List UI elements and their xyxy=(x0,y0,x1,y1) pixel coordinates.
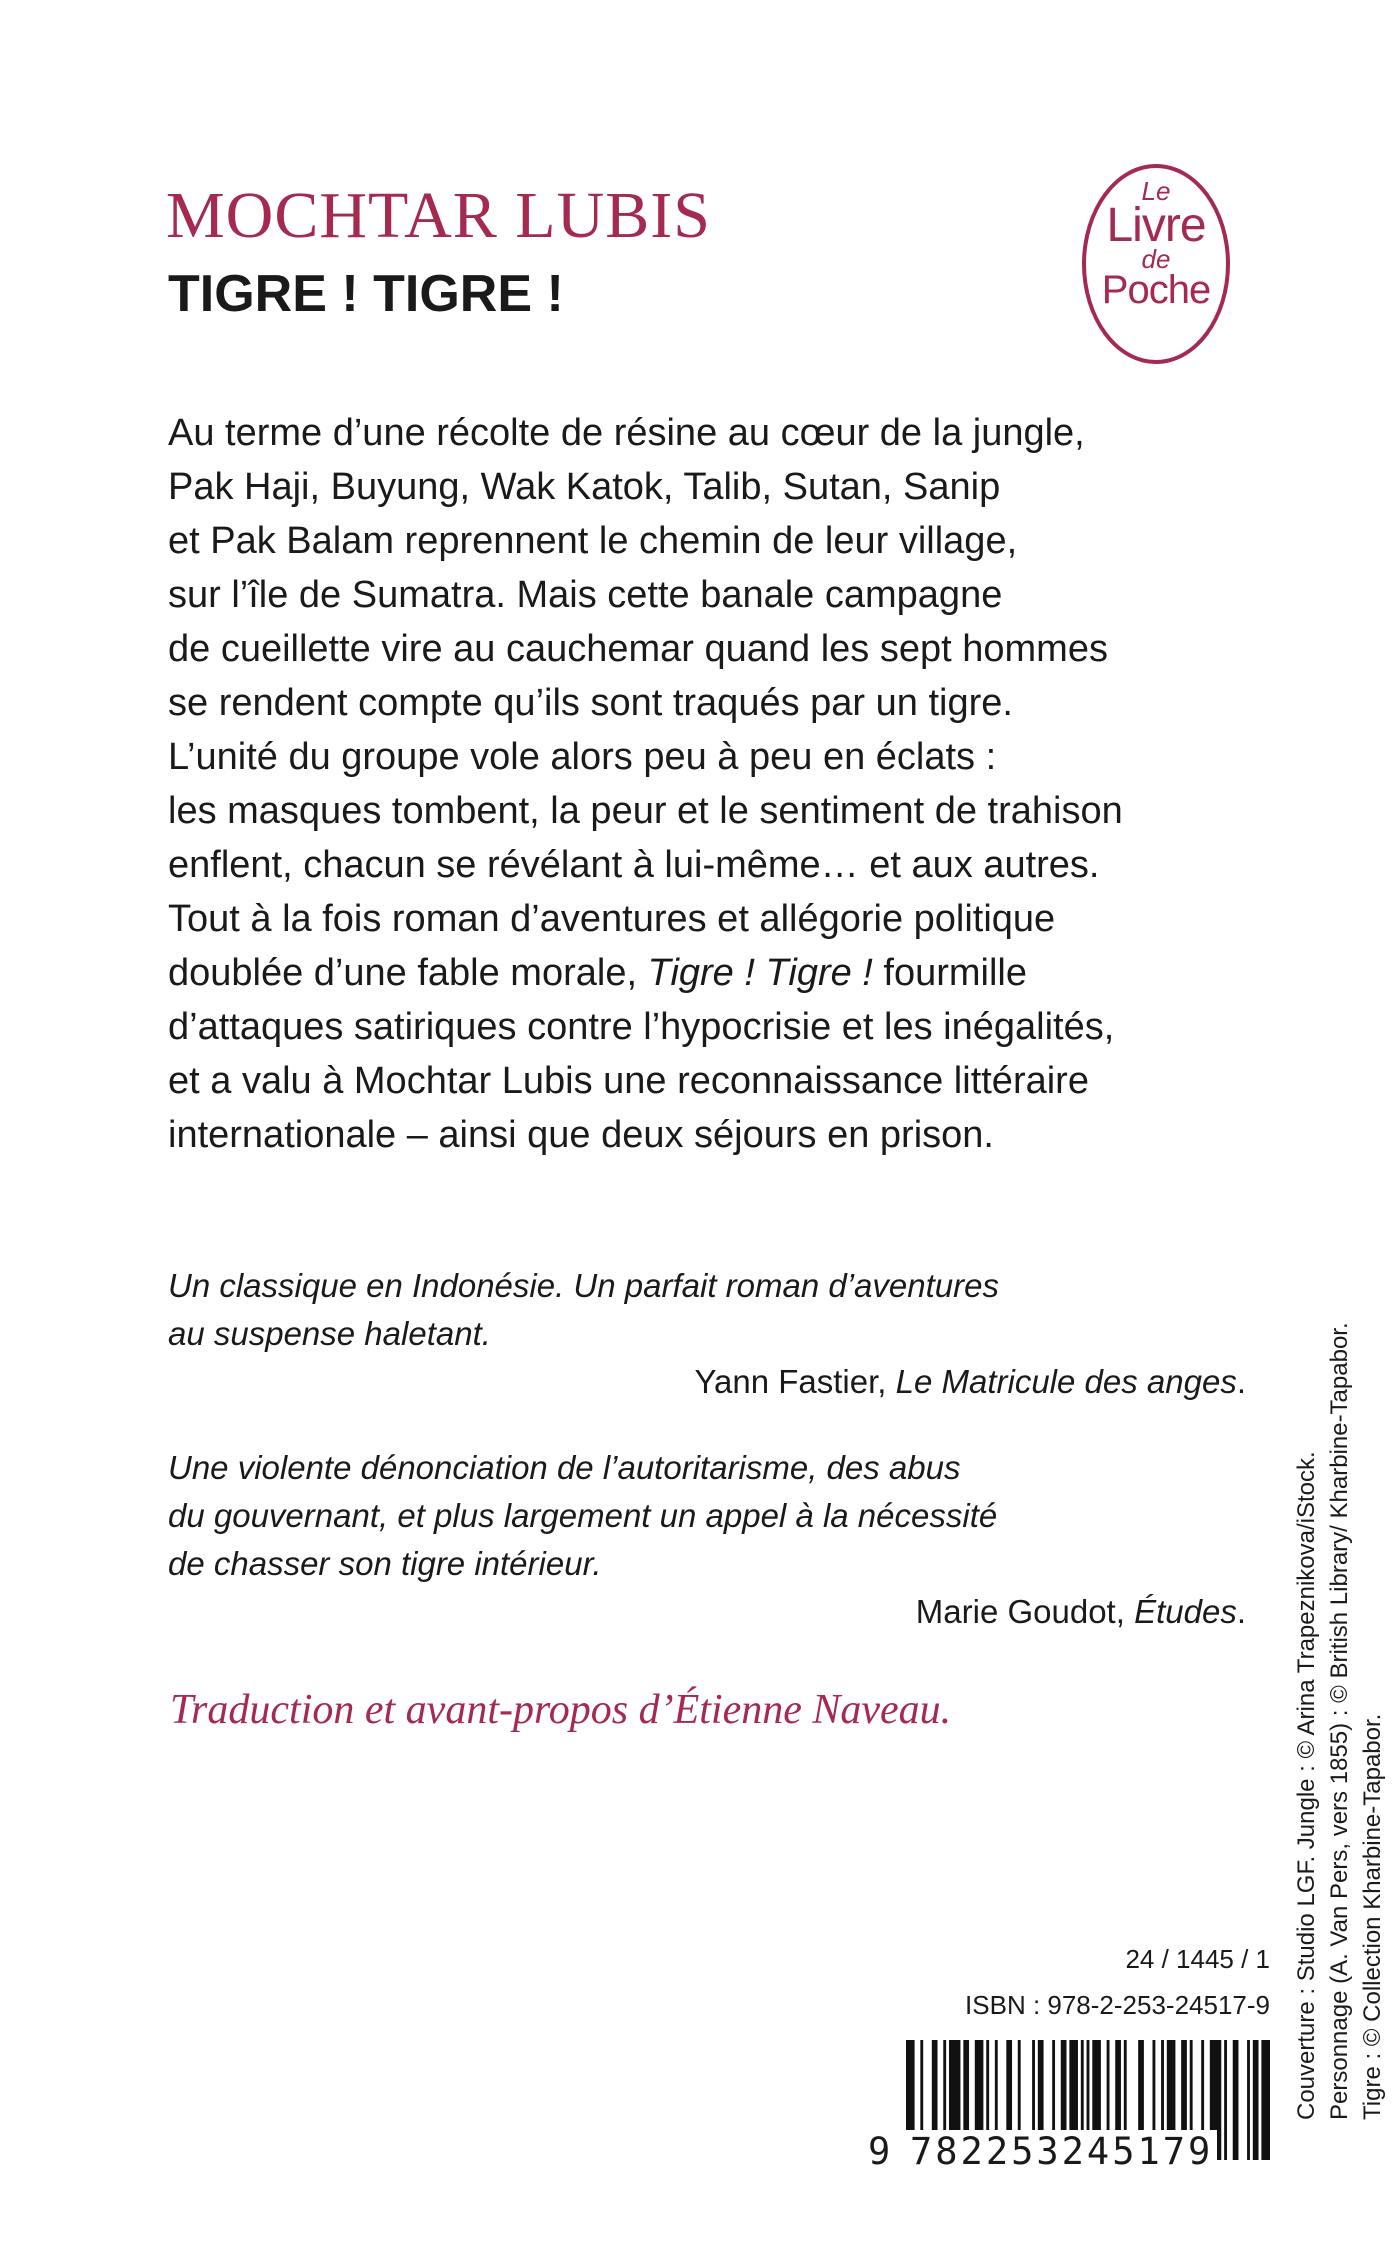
quote-attribution xyxy=(168,1588,1246,1636)
quote-end: . xyxy=(1236,1593,1246,1630)
summary-line: Tout à la fois roman d’aventures et allégorie politique xyxy=(168,898,1056,940)
summary-line xyxy=(168,946,1218,1000)
summary-line: et a valu à Mochtar Lubis une reconnaissance littéraire xyxy=(168,1060,1089,1102)
author-name: MOCHTAR LUBIS xyxy=(166,179,711,252)
quote-author: Yann Fastier, xyxy=(694,1363,896,1400)
logo-word-livre: Livre xyxy=(1106,199,1206,252)
translation-credit: Traduction et avant-propos d’Étienne Naveau. xyxy=(170,1687,952,1733)
summary-title-italic: Tigre ! Tigre ! xyxy=(647,952,873,994)
credit-line: Couverture : Studio LGF. Jungle : © Arina Trapeznikova/iStock. xyxy=(1293,1451,1320,2120)
summary-line: enflent, chacun se révélant à lui-même… et aux autres. xyxy=(168,844,1100,886)
logo-word-le: Le xyxy=(1141,176,1171,206)
summary-line: et Pak Balam reprennent le chemin de leur village, xyxy=(168,520,1018,562)
summary-line: L’unité du groupe vole alors peu à peu en éclats : xyxy=(168,736,997,778)
summary-line: se rendent compte qu’ils sont traqués par un tigre. xyxy=(168,682,1013,724)
quote-line: Une violente dénonciation de l’autoritarisme, des abus xyxy=(168,1449,961,1486)
summary-text: doublée d’une fable morale, xyxy=(168,952,648,994)
summary-line: internationale – ainsi que deux séjours en prison. xyxy=(168,1114,994,1156)
summary-line: d’attaques satiriques contre l’hypocrisie et les inégalités, xyxy=(168,1006,1115,1048)
summary-line: sur l’île de Sumatra. Mais cette banale campagne xyxy=(168,574,1003,616)
quote-author: Marie Goudot, xyxy=(915,1593,1135,1630)
barcode-first-digit: 9 xyxy=(868,2130,894,2173)
quote-end: . xyxy=(1236,1363,1246,1400)
summary-text: fourmille xyxy=(872,952,1028,994)
barcode-digits xyxy=(868,2130,1272,2173)
quote-source: Études xyxy=(1134,1593,1237,1630)
press-quote xyxy=(168,1444,1246,1636)
quote-source: Le Matricule des anges xyxy=(895,1363,1237,1400)
logo-word-poche: Poche xyxy=(1101,268,1211,312)
book-title: TIGRE ! TIGRE ! xyxy=(168,265,564,323)
logo-word-de: de xyxy=(1141,244,1171,274)
credit-line: Personnage (A. Van Pers, vers 1855) : © British Library/ Kharbine-Tapabor. xyxy=(1326,1322,1353,2120)
credit-line: Tigre : © Collection Kharbine-Tapabor. xyxy=(1359,1713,1386,2120)
quote-line: du gouvernant, et plus largement un appel à la nécessité xyxy=(168,1497,998,1534)
summary-line: de cueillette vire au cauchemar quand les sept hommes xyxy=(168,628,1108,670)
quote-line: Un classique en Indonésie. Un parfait roman d’aventures xyxy=(168,1267,999,1304)
summary-line: Au terme d’une récolte de résine au cœur de la jungle, xyxy=(168,412,1085,454)
publisher-logo xyxy=(1082,164,1230,364)
book-summary xyxy=(168,406,1218,1162)
summary-line: Pak Haji, Buyung, Wak Katok, Talib, Sutan, Sanip xyxy=(168,466,1001,508)
barcode-digit-group: 782253245179 xyxy=(906,2130,1217,2173)
summary-line: les masques tombent, la peur et le sentiment de trahison xyxy=(168,790,1123,832)
press-quote xyxy=(168,1262,1246,1406)
quote-line: de chasser son tigre intérieur. xyxy=(168,1545,602,1582)
quote-attribution xyxy=(168,1358,1246,1406)
image-credits xyxy=(1290,1300,1389,2120)
quote-line: au suspense haletant. xyxy=(168,1315,491,1352)
isbn-number: ISBN : 978-2-253-24517-9 xyxy=(965,1990,1270,2020)
catalog-code: 24 / 1445 / 1 xyxy=(1125,1944,1270,1974)
